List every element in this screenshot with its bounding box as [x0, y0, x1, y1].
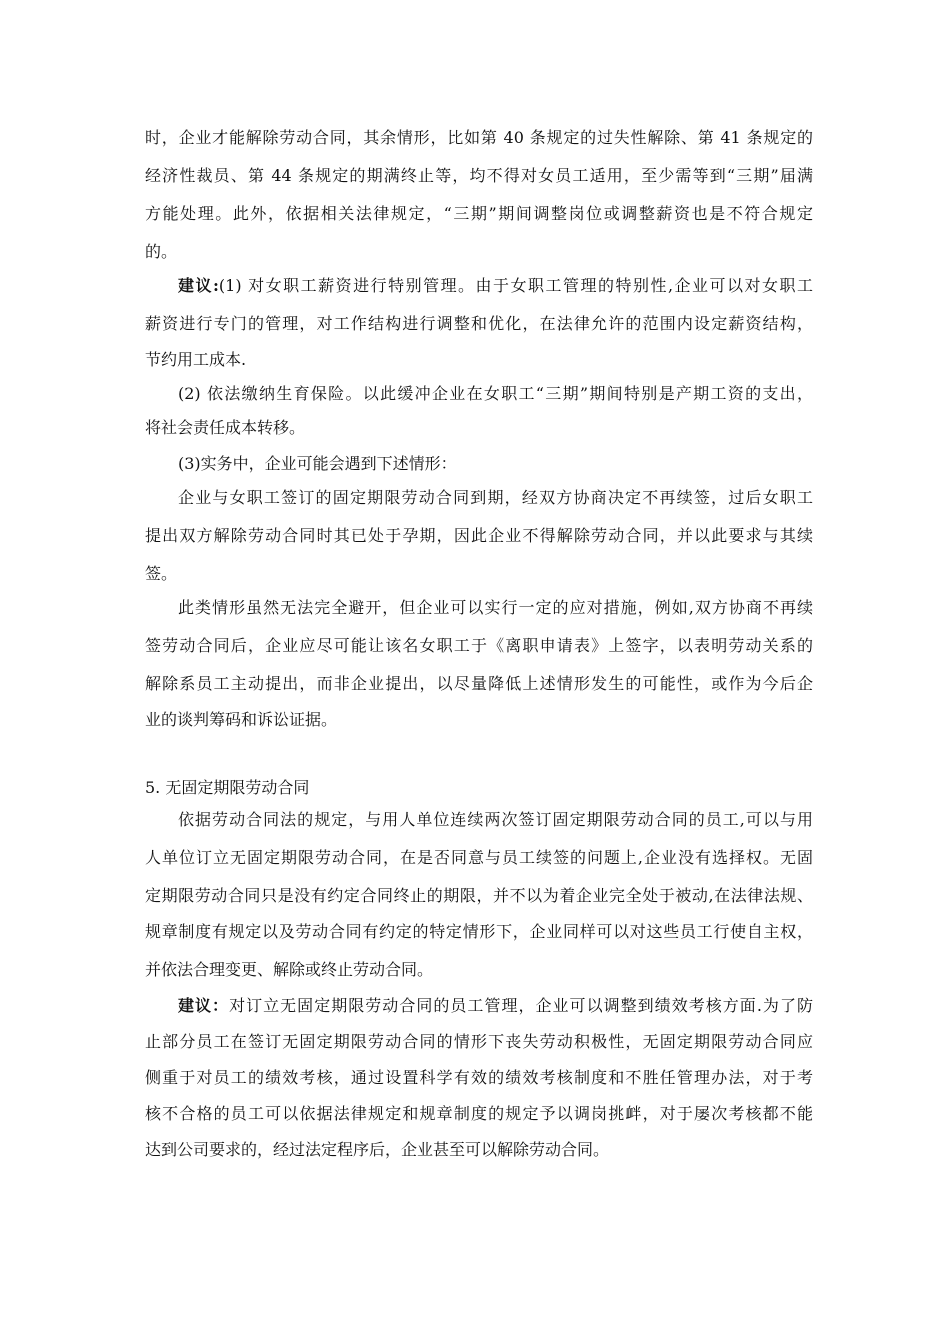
suggestion-label: 建议:: [178, 276, 219, 295]
suggestion-line: [178, 276, 813, 296]
paragraph-line: 定期限劳动合同只是没有约定合同终止的期限，并不以为着企业完全处于被动,在法律法规、: [145, 886, 813, 905]
paragraph-line: 人单位订立无固定期限劳动合同，在是否同意与员工续签的问题上,企业没有选择权。无固: [145, 848, 813, 867]
paragraph-line: 节约用工成本.: [145, 350, 247, 369]
paragraph-line: 规章制度有规定以及劳动合同有约定的特定情形下，企业同样可以对这些员工行使自主权，: [145, 922, 813, 941]
paragraph-line: 方能处理。此外，依据相关法律规定，“三期”期间调整岗位或调整薪资也是不符合规定: [145, 204, 813, 223]
paragraph-line: 止部分员工在签订无固定期限劳动合同的情形下丧失劳动积极性，无固定期限劳动合同应: [145, 1032, 813, 1051]
paragraph-line: 达到公司要求的，经过法定程序后，企业甚至可以解除劳动合同。: [145, 1140, 610, 1159]
paragraph-line: 核不合格的员工可以依据法律规定和规章制度的规定予以调岗挑衅，对于屡次考核都不能: [145, 1104, 813, 1123]
paragraph-line: 经济性裁员、第 44 条规定的期满终止等，均不得对女员工适用，至少需等到“三期”届满: [145, 166, 813, 185]
paragraph-line: 此类情形虽然无法完全避开，但企业可以实行一定的应对措施，例如,双方协商不再续: [178, 598, 813, 617]
section-heading: 5. 无固定期限劳动合同: [145, 778, 310, 797]
paragraph-line: 依据劳动合同法的规定，与用人单位连续两次签订固定期限劳动合同的员工,可以与用: [178, 810, 813, 829]
suggestion-text: 对订立无固定期限劳动合同的员工管理，企业可以调整到绩效考核方面.为了防: [229, 996, 813, 1015]
paragraph-line: 薪资进行专门的管理，对工作结构进行调整和优化，在法律允许的范围内设定薪资结构，: [145, 314, 813, 333]
paragraph-line: 业的谈判筹码和诉讼证据。: [145, 710, 338, 729]
paragraph-line: 的。: [145, 242, 178, 261]
paragraph-line: 提出双方解除劳动合同时其已处于孕期，因此企业不得解除劳动合同，并以此要求与其续: [145, 526, 813, 545]
paragraph-line: 签。: [145, 564, 178, 583]
paragraph-line: 侧重于对员工的绩效考核，通过设置科学有效的绩效考核制度和不胜任管理办法，对于考: [145, 1068, 813, 1087]
paragraph-line: (3)实务中，企业可能会遇到下述情形：: [178, 454, 457, 473]
paragraph-line: 将社会责任成本转移。: [145, 418, 306, 437]
suggestion-text: (1) 对女职工薪资进行特别管理。由于女职工管理的特别性,企业可以对女职工: [218, 276, 813, 295]
paragraph-line: 并依法合理变更、解除或终止劳动合同。: [145, 960, 434, 979]
paragraph-line: 企业与女职工签订的固定期限劳动合同到期，经双方协商决定不再续签，过后女职工: [178, 488, 813, 507]
paragraph-line: 签劳动合同后，企业应尽可能让该名女职工于《离职申请表》上签字，以表明劳动关系的: [145, 636, 813, 655]
paragraph-line: (2) 依法缴纳生育保险。以此缓冲企业在女职工“三期”期间特别是产期工资的支出，: [178, 384, 813, 403]
paragraph-line: 解除系员工主动提出，而非企业提出，以尽量降低上述情形发生的可能性，或作为今后企: [145, 674, 813, 693]
suggestion-label: 建议：: [178, 996, 230, 1015]
paragraph-line: 时，企业才能解除劳动合同，其余情形，比如第 40 条规定的过失性解除、第 41 条规定的: [145, 128, 813, 147]
suggestion-line: [178, 996, 813, 1016]
